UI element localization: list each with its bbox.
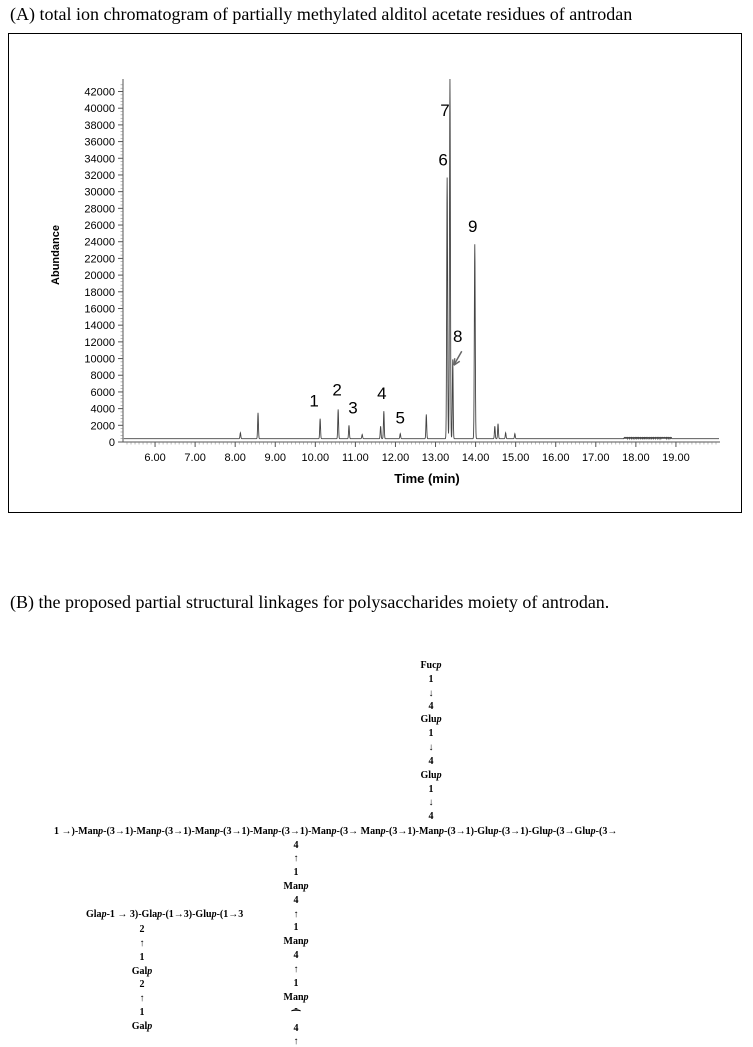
x-tick-label: 18.00 — [622, 452, 650, 464]
y-tick-label: 40000 — [84, 103, 115, 116]
peak-label-5: 5 — [395, 408, 405, 428]
y-tick-label: 32000 — [84, 169, 115, 182]
top-branch-item: ↓ — [428, 797, 434, 808]
main-chain: 1 →)-Manp-(3→1)-Manp-(3→1)-Manp-(3→1)-Manp-(3→1)-Manp-(3→ Manp-(3→1)-Manp-(3→1)-Glup-(3→1)-Glup-(3→Glup-(3→ — [54, 826, 618, 837]
y-tick-label: 34000 — [84, 153, 115, 166]
y-tick-label: 12000 — [84, 336, 115, 349]
y-tick-label: 22000 — [84, 253, 115, 266]
down-branch-item: 1 — [293, 867, 299, 878]
x-tick-label: 10.00 — [301, 452, 330, 464]
down-branch-item: ↑ — [293, 1036, 299, 1047]
peak-label-7: 7 — [440, 101, 450, 121]
down-branch-item: 4 — [293, 895, 299, 906]
side-branch-item: 2 — [139, 979, 145, 990]
down-branch-item: 4 — [293, 950, 299, 961]
top-branch-item: 1 — [428, 784, 434, 795]
chromatogram-panel — [8, 33, 742, 513]
x-tick-label: 9.00 — [264, 452, 286, 464]
x-tick-label: 11.00 — [342, 452, 369, 464]
peak-label-8: 8 — [453, 326, 463, 346]
y-tick-label: 24000 — [84, 236, 115, 249]
top-branch-item: ↓ — [428, 688, 434, 699]
x-tick-label: 6.00 — [144, 452, 166, 464]
y-tick-label: 38000 — [84, 119, 115, 132]
down-branch-item: Manp — [283, 881, 309, 892]
x-axis-label: Time (min) — [394, 471, 460, 486]
x-tick-label: 16.00 — [541, 452, 570, 464]
side-branch-item: 2 — [139, 924, 145, 935]
y-tick-label: 30000 — [84, 186, 115, 199]
side-branch-item: Galp — [131, 966, 153, 977]
x-tick-label: 19.00 — [662, 452, 690, 464]
side-branch-item: ↑ — [139, 938, 145, 949]
y-tick-label: 2000 — [90, 420, 115, 433]
peak-label-2: 2 — [332, 380, 342, 400]
down-branch-item: 4 — [293, 840, 299, 851]
side-branch-item: Galp — [131, 1021, 153, 1032]
top-branch-item: 1 — [428, 728, 434, 739]
chromatogram-trace — [124, 79, 719, 439]
side-branch-item: 1 — [139, 1007, 145, 1018]
y-tick-label: 20000 — [84, 270, 115, 283]
y-tick-label: 0 — [108, 437, 115, 449]
top-branch-item: Fucp — [420, 660, 442, 671]
peak-label-4: 4 — [377, 384, 387, 404]
down-branch-item: Manp — [283, 992, 309, 1003]
top-branch-item: 1 — [428, 674, 434, 685]
side-branch-item: 1 — [139, 952, 145, 963]
down-branch-item: Manp — [283, 936, 309, 947]
y-tick-label: 36000 — [84, 136, 115, 149]
panel-a-caption: (A) total ion chromatogram of partially methylated alditol acetate residues of antrodan — [10, 4, 633, 24]
chromatogram-chart — [9, 34, 741, 512]
x-tick-label: 12.00 — [381, 452, 410, 464]
top-branch-item: 4 — [428, 811, 434, 822]
x-tick-label: 14.00 — [461, 452, 490, 464]
x-tick-label: 13.00 — [421, 452, 450, 464]
side-branch-item: ↑ — [139, 993, 145, 1004]
down-branch-item: - — [294, 1003, 298, 1014]
y-tick-label: 18000 — [84, 286, 115, 299]
y-tick-label: 10000 — [84, 353, 115, 366]
side-chain: Glap-1 → 3)-Glap-(1→3)-Glup-(1→3 — [86, 909, 244, 920]
top-branch-item: Glup — [420, 770, 442, 781]
top-branch-item: Glup — [420, 714, 442, 725]
down-branch-item: 4 — [293, 1023, 299, 1034]
y-tick-label: 28000 — [84, 203, 115, 216]
y-tick-label: 6000 — [90, 386, 115, 399]
y-axis-label: Abundance — [50, 225, 62, 285]
peak-label-6: 6 — [438, 150, 448, 170]
peak-8-arrow — [454, 351, 462, 365]
peak-label-1: 1 — [309, 391, 319, 411]
x-tick-label: 7.00 — [184, 452, 206, 464]
down-branch-item: ↑ — [293, 964, 299, 975]
down-branch-item: ⁀ — [291, 1011, 301, 1022]
x-tick-label: 15.00 — [501, 452, 530, 464]
down-branch-item: 1 — [293, 922, 299, 933]
top-branch-item: ↓ — [428, 742, 434, 753]
y-tick-label: 42000 — [84, 86, 115, 99]
down-branch-item: ↑ — [293, 909, 299, 920]
y-tick-label: 14000 — [84, 320, 115, 333]
y-tick-label: 4000 — [90, 403, 115, 416]
peak-label-3: 3 — [348, 398, 358, 418]
y-tick-label: 26000 — [84, 220, 115, 233]
top-branch-item: 4 — [428, 756, 434, 767]
y-tick-label: 8000 — [90, 370, 115, 383]
down-branch-item: 1 — [293, 978, 299, 989]
top-branch-item: 4 — [428, 701, 434, 712]
y-tick-label: 16000 — [84, 303, 115, 316]
panel-b-caption: (B) the proposed partial structural linkages for polysaccharides moiety of antrodan. — [10, 592, 610, 612]
x-tick-label: 17.00 — [582, 452, 610, 464]
peak-label-9: 9 — [468, 217, 478, 237]
down-branch-item: ↑ — [293, 853, 299, 864]
x-tick-label: 8.00 — [224, 452, 246, 464]
